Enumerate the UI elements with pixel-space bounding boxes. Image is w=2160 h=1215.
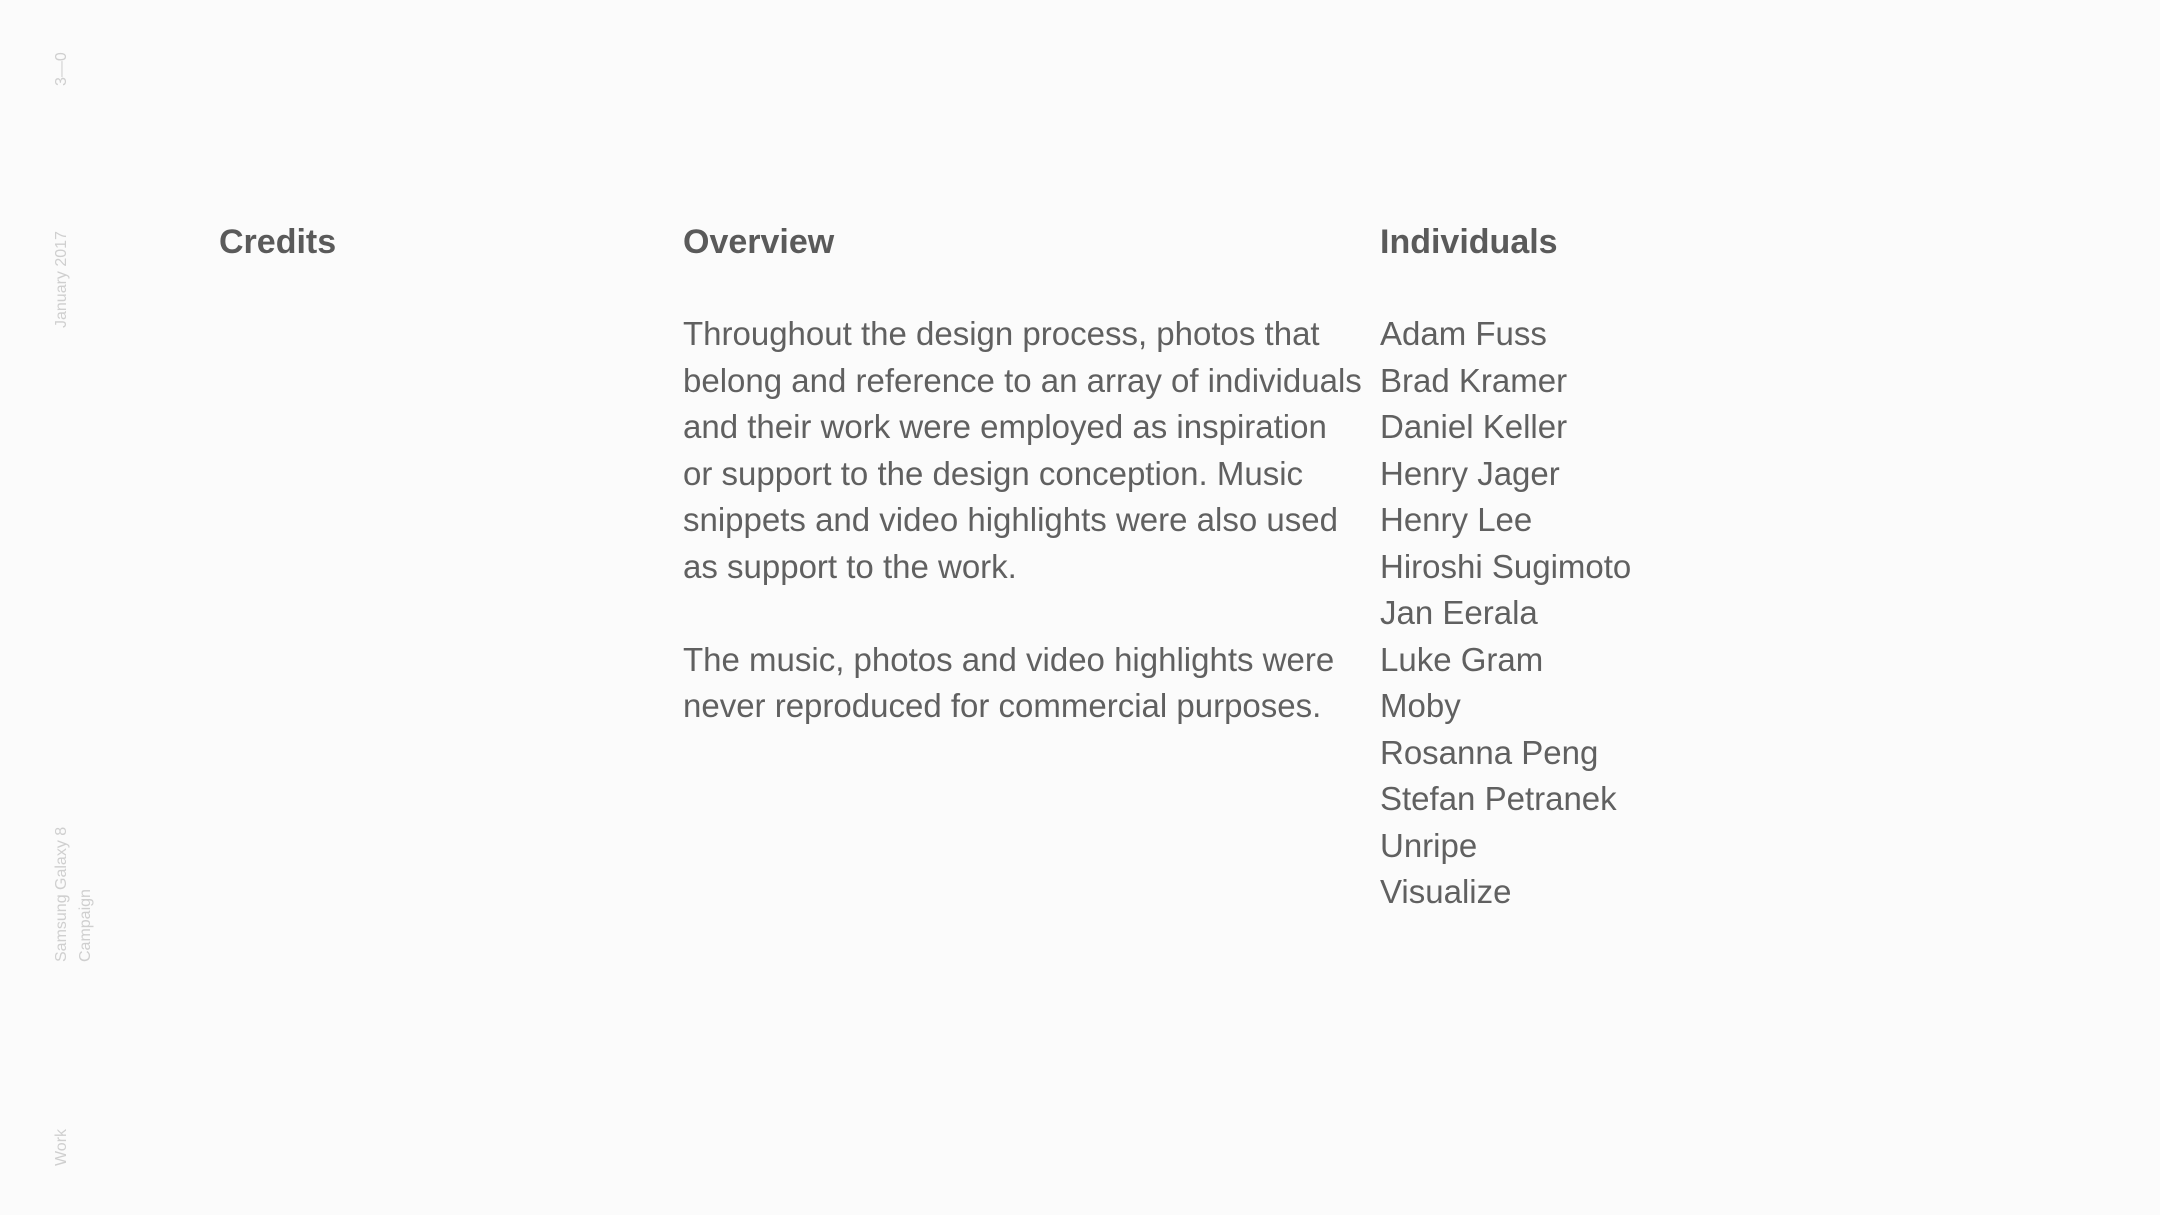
individual-name: Luke Gram xyxy=(1380,640,1544,678)
individual-name: Unripe xyxy=(1380,826,1478,864)
individuals-heading: Individuals xyxy=(1380,223,1558,261)
page-range-label: 3—0 xyxy=(53,52,70,86)
individual-name: Stefan Petranek xyxy=(1380,780,1617,817)
individual-name: Jan Eerala xyxy=(1380,594,1538,631)
individual-name: Henry Lee xyxy=(1380,501,1533,538)
individual-name: Daniel Keller xyxy=(1380,408,1568,445)
credits-heading: Credits xyxy=(219,223,337,261)
overview-paragraph: The music, photos and video highlights were never reproduced for commercial purposes. xyxy=(683,640,1335,724)
individual-name: Moby xyxy=(1380,687,1461,724)
overview-heading: Overview xyxy=(683,223,835,261)
individual-name: Adam Fuss xyxy=(1380,315,1547,352)
overview-paragraph: Throughout the design process, photos that belong and reference to an array of individuals and their work were employed as inspiration or support to the design conception. Music snippets and video highlights were also used as support to the work. xyxy=(683,315,1362,585)
individual-name: Henry Jager xyxy=(1380,454,1560,492)
overview-text xyxy=(683,311,1363,776)
individual-name: Visualize xyxy=(1380,873,1512,910)
section-label: Work xyxy=(53,1128,70,1166)
individual-name: Rosanna Peng xyxy=(1380,733,1599,771)
date-label: January 2017 xyxy=(53,231,70,328)
individual-name: Brad Kramer xyxy=(1380,361,1568,399)
individuals-list xyxy=(1380,311,1631,916)
project-label: Samsung Galaxy 8 Campaign xyxy=(53,826,94,962)
individual-name: Hiroshi Sugimoto xyxy=(1380,547,1632,585)
